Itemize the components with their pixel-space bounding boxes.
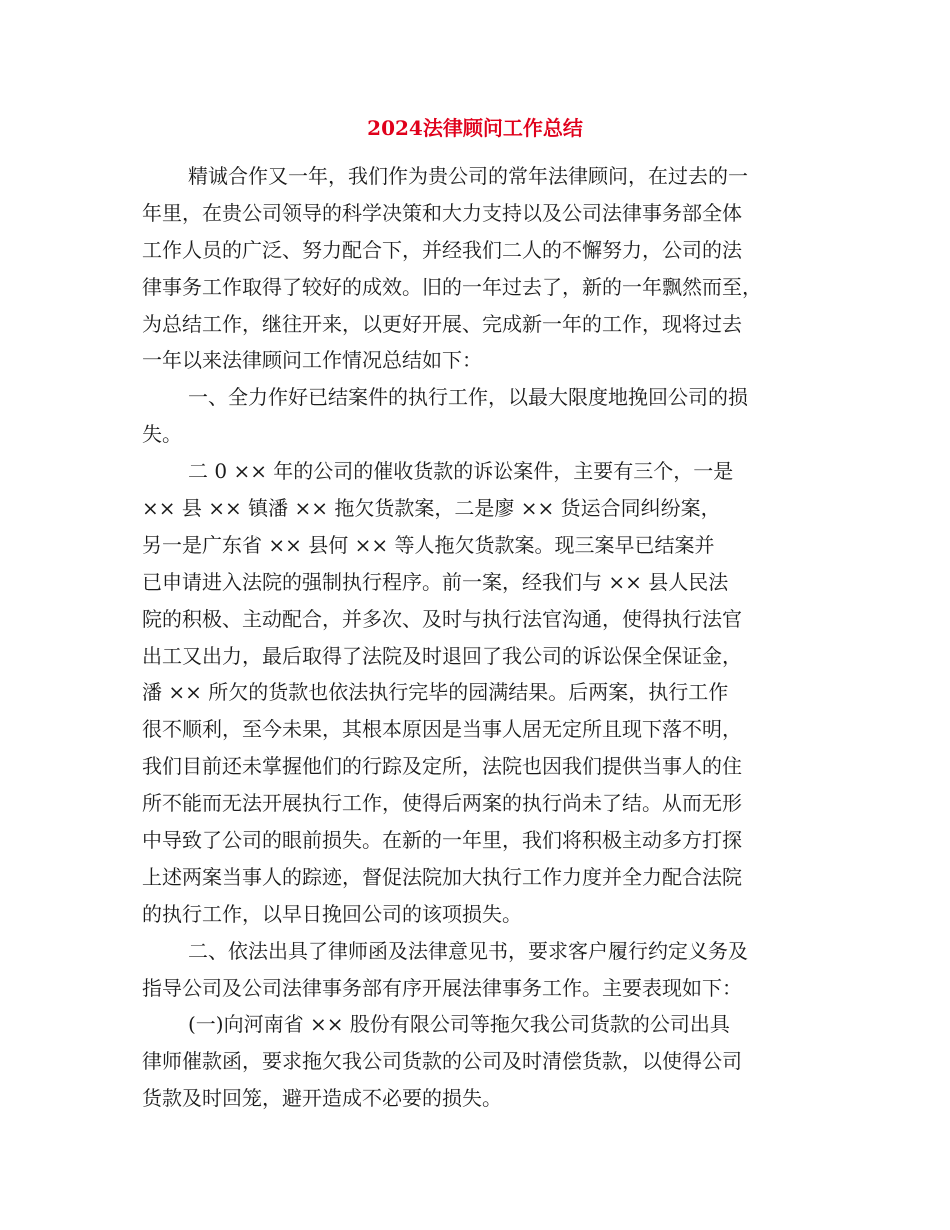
text-line: 一年以来法律顾问工作情况总结如下： bbox=[142, 348, 482, 373]
text-line: 律师催款函，要求拖欠我公司货款的公司及时清偿货款，以使得公司 bbox=[142, 1049, 742, 1074]
text-line: 二、依法出具了律师函及法律意见书，要求客户履行约定义务及 bbox=[188, 938, 748, 963]
text-line: 工作人员的广泛、努力配合下，并经我们二人的不懈努力，公司的法 bbox=[142, 237, 742, 262]
text-line: 精诚合作又一年，我们作为贵公司的常年法律顾问，在过去的一 bbox=[188, 164, 748, 188]
document-body bbox=[142, 158, 814, 1117]
text-line: 货款及时回笼，避开造成不必要的损失。 bbox=[142, 1086, 502, 1111]
text-line: 年里，在贵公司领导的科学决策和大力支持以及公司法律事务部全体 bbox=[142, 200, 742, 225]
document-title: 2024法律顾问工作总结 bbox=[367, 116, 583, 140]
text-line: 院的积极、主动配合，并多次、及时与执行法官沟通，使得执行法官 bbox=[142, 606, 742, 631]
text-line: 律事务工作取得了较好的成效。旧的一年过去了，新的一年飘然而至， bbox=[142, 274, 762, 299]
text-line: 失。 bbox=[142, 422, 182, 447]
text-line: (一)向河南省 ×× 股份有限公司等拖欠我公司货款的公司出具 bbox=[188, 1012, 730, 1037]
text-line: 的执行工作，以早日挽回公司的该项损失。 bbox=[142, 901, 522, 926]
text-line: 已申请进入法院的强制执行程序。前一案，经我们与 ×× 县人民法 bbox=[142, 569, 729, 594]
text-line: 为总结工作，继往开来，以更好开展、完成新一年的工作，现将过去 bbox=[142, 311, 742, 336]
text-line: 二 0 ×× 年的公司的催收货款的诉讼案件，主要有三个，一是 bbox=[188, 459, 734, 484]
text-line: 中导致了公司的眼前损失。在新的一年里，我们将积极主动多方打探 bbox=[142, 828, 742, 853]
text-line: 上述两案当事人的踪迹，督促法院加大执行工作力度并全力配合法院 bbox=[142, 864, 742, 889]
text-line: 出工又出力，最后取得了法院及时退回了我公司的诉讼保全保证金， bbox=[142, 643, 742, 668]
text-line: 一、全力作好已结案件的执行工作，以最大限度地挽回公司的损 bbox=[188, 385, 748, 410]
text-line: 所不能而无法开展执行工作，使得后两案的执行尚未了结。从而无形 bbox=[142, 791, 742, 816]
text-line: 我们目前还未掌握他们的行踪及定所，法院也因我们提供当事人的住 bbox=[142, 754, 742, 779]
text-line: ×× 县 ×× 镇潘 ×× 拖欠货款案，二是廖 ×× 货运合同纠纷案， bbox=[142, 496, 721, 521]
text-line: 指导公司及公司法律事务部有序开展法律事务工作。主要表现如下： bbox=[142, 975, 742, 1000]
text-line: 另一是广东省 ×× 县何 ×× 等人拖欠货款案。现三案早已结案并 bbox=[142, 532, 715, 557]
text-line: 很不顺利，至今未果，其根本原因是当事人居无定所且现下落不明， bbox=[142, 717, 742, 742]
text-line: 潘 ×× 所欠的货款也依法执行完毕的园满结果。后两案，执行工作 bbox=[142, 680, 729, 705]
